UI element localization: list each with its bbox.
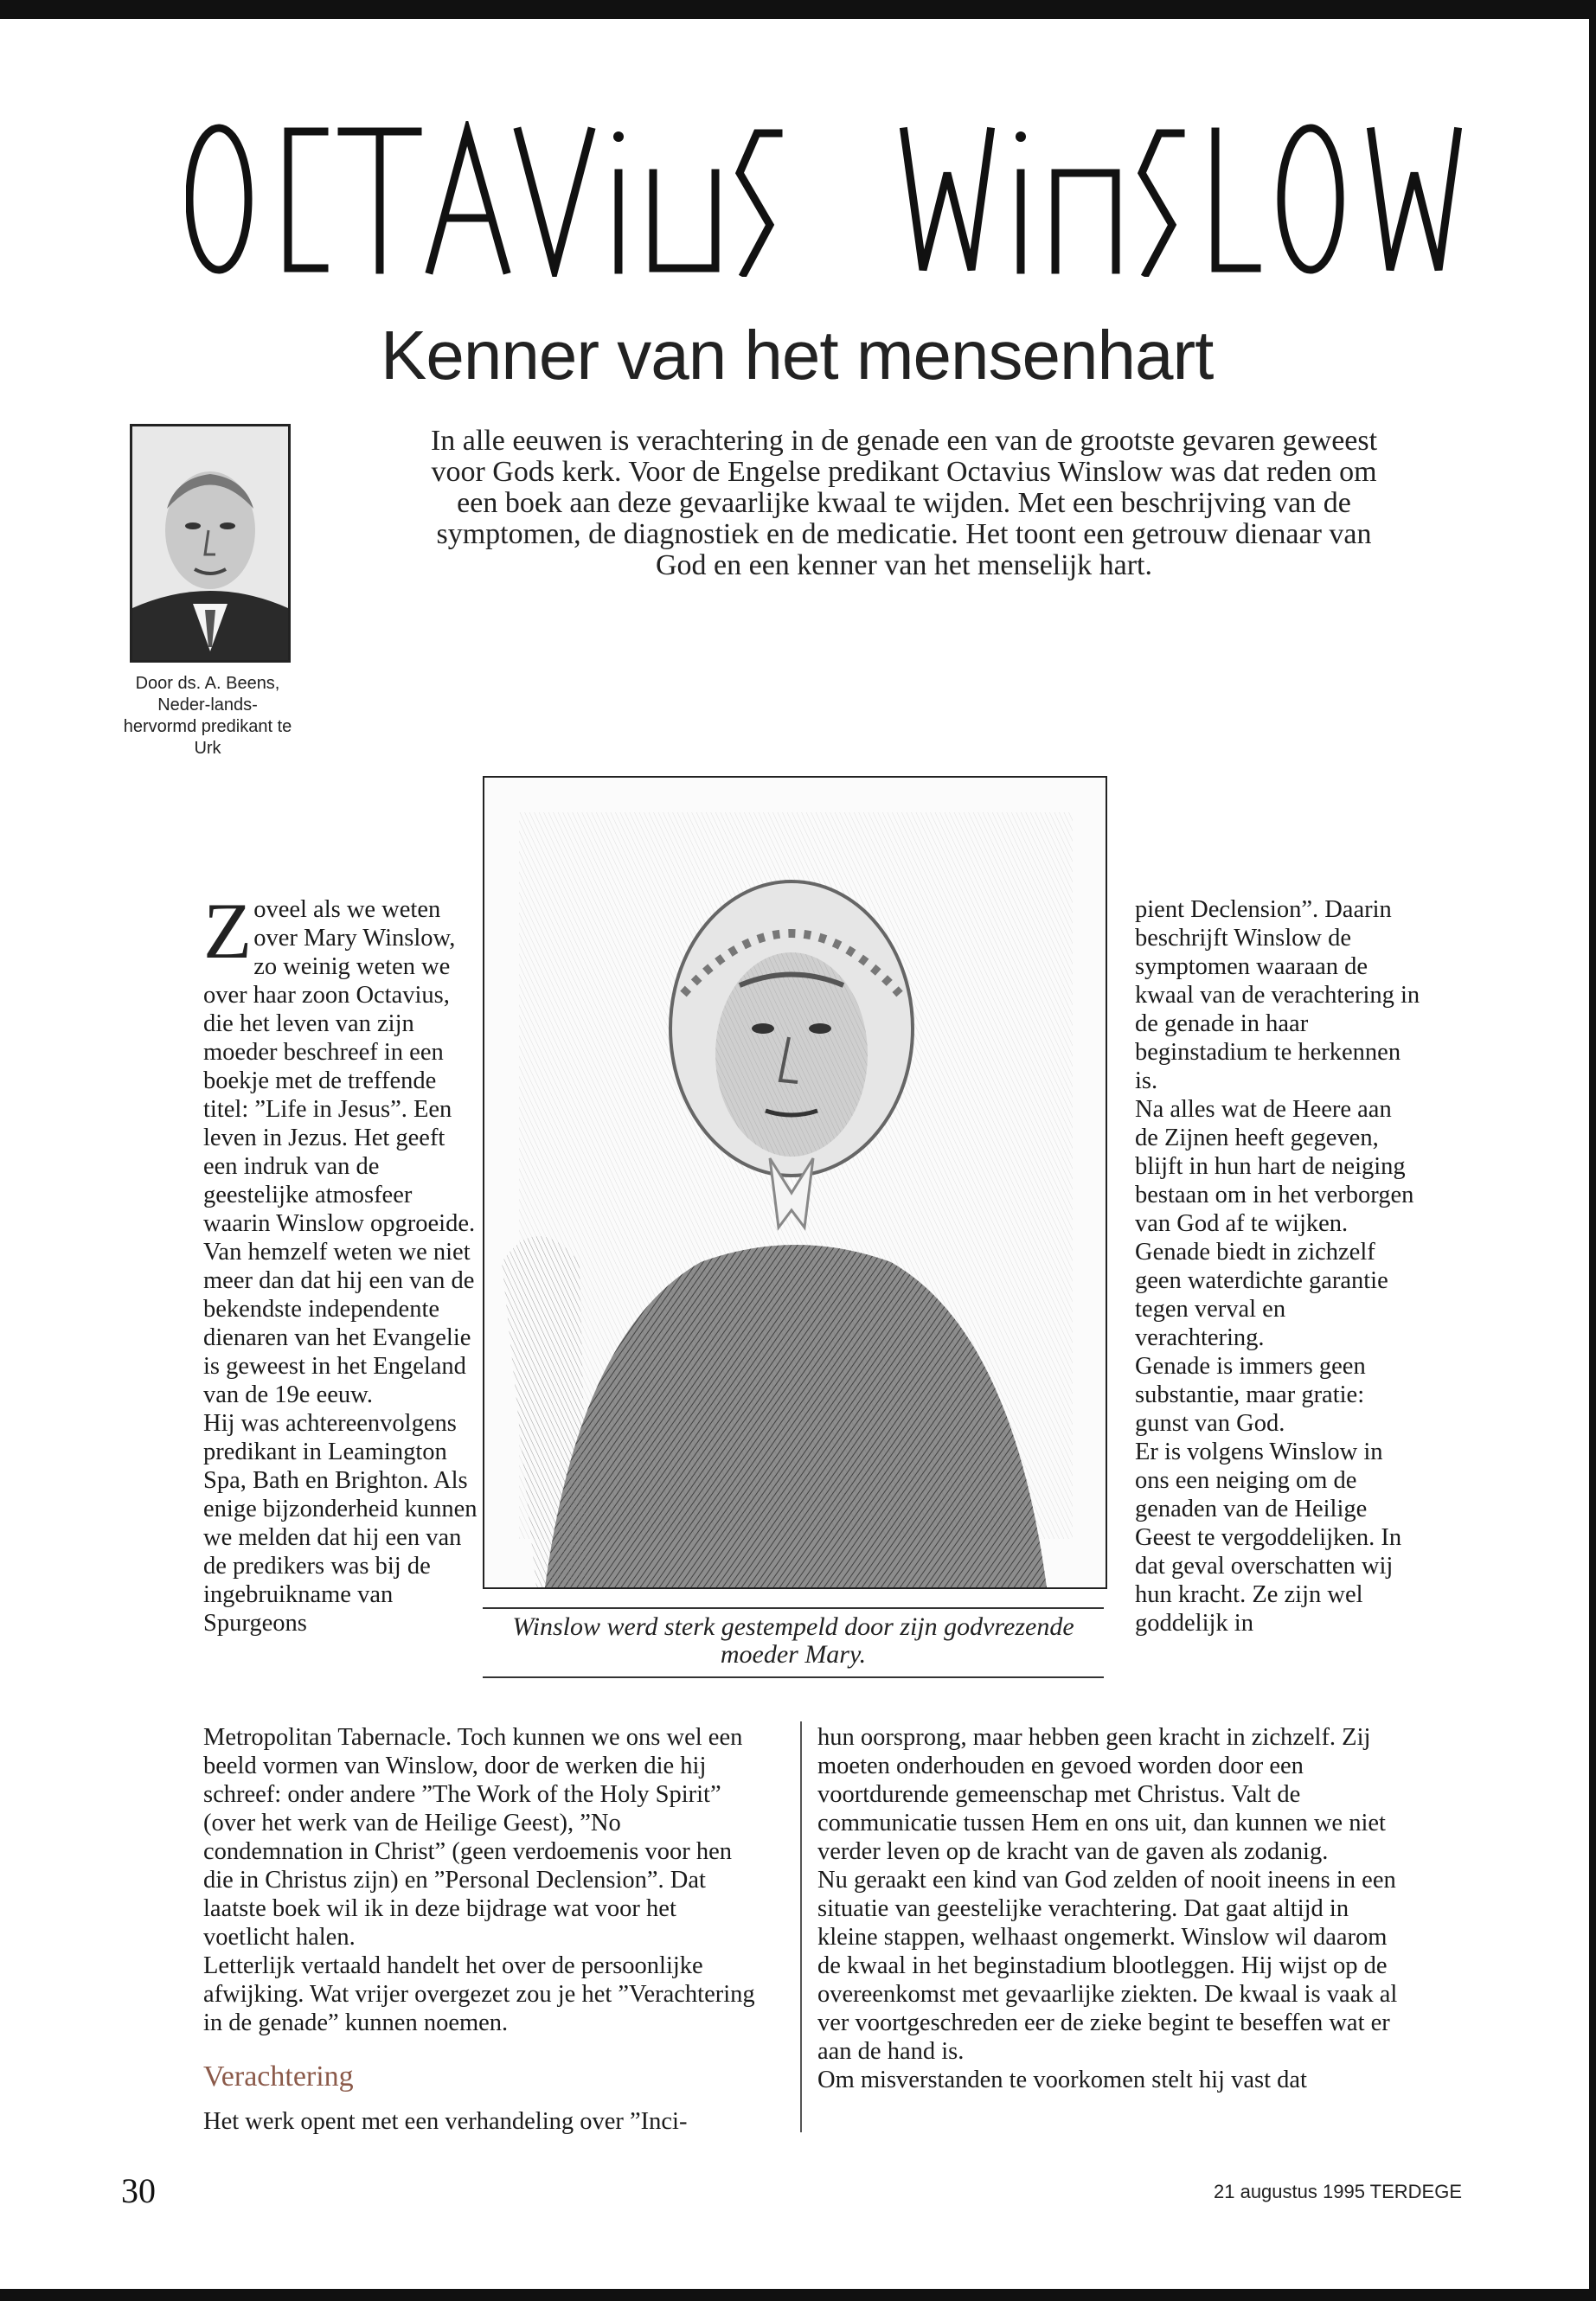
body-paragraph: Het werk opent met een verhandeling over ”Inci- <box>203 2108 688 2135</box>
column-divider <box>800 1721 802 2132</box>
opening-text: oveel als we weten over Mary Winslow, zo weinig weten we over haar zoon Octavius, die het leven van zijn moeder beschreef in een boekje met de treffende titel: ”Life in Jesus”. Een leven in Jezus. Het geeft een indruk van de geestelijke atmosfeer waarin Winslow opgroeide. <box>203 896 476 1237</box>
top-border <box>0 0 1596 19</box>
body-paragraph: hun oorsprong, maar hebben geen kracht in zichzelf. Zij moeten onderhouden en gevoed worden door een voortdurende gemeenschap met Christus. Valt de communicatie tussen Hem en ons uit, dan kunnen we niet verder leven op de kracht van de gaven als zodanig. <box>817 1724 1386 1865</box>
article-subtitle: Kenner van het mensenhart <box>381 317 1214 394</box>
section-heading: Verachtering <box>203 2061 354 2093</box>
caption-rule-top <box>483 1607 1104 1609</box>
author-photo <box>130 424 291 663</box>
page-number: 30 <box>121 2171 156 2210</box>
body-paragraph: Nu geraakt een kind van God zelden of nooit ineens in een situatie van geestelijke verachtering. Dat gaat altijd in kleine stappen, welhaast ongemerkt. Winslow wil daarom de kwaal in het beginstadium blootleggen. Hij wijst op de overeenkomst met gevaarlijke ziekten. De kwaal is vaak al ver voortgeschreden eer de zieke begint te beseffen wat er aan de hand is. <box>817 1867 1398 2065</box>
article-title <box>186 121 1466 277</box>
body-paragraph: Om misverstanden te voorkomen stelt hij vast dat <box>817 2067 1307 2093</box>
figure-caption: Winslow werd sterk gestempeld door zijn godvrezende moeder Mary. <box>512 1612 1074 1669</box>
body-column-right-upper <box>1135 895 1420 1638</box>
bottom-border <box>0 2289 1596 2301</box>
opening-paragraph <box>203 887 480 1238</box>
drop-cap: Z <box>203 887 253 975</box>
body-paragraph: Na alles wat de Heere aan de Zijnen heeft gegeven, blijft in hun hart de neiging bestaan om in het verborgen van God af te wijken. Genade biedt in zichzelf geen waterdichte garantie tegen verval en verachtering. <box>1135 1096 1414 1351</box>
title-lettering <box>186 121 1466 277</box>
caption-rule-bottom <box>483 1676 1104 1678</box>
engraving-figure <box>483 776 1107 1589</box>
author-portrait-image <box>132 426 288 660</box>
mary-winslow-engraving <box>484 778 1106 1587</box>
issue-footer: 21 augustus 1995 TERDEGE <box>1214 2181 1462 2202</box>
body-column-left-lower <box>203 1723 757 2037</box>
body-paragraph: Hij was achtereenvolgens predikant in Leamington Spa, Bath en Brighton. Als enige bijzonderheid kunnen we melden dat hij een van de predikers was bij de ingebruikname van Spurgeons <box>203 1410 478 1637</box>
article-intro: In alle eeuwen is verachtering in de genade een van de grootste gevaren geweest voor Gods kerk. Voor de Engelse predikant Octavius Winslow was dat reden om een boek aan deze gevaarlijke kwaal te wijden. Met een beschrijving van de symptomen, de diagnostiek en de medicatie. Het toont een getrouw dienaar van God en een kenner van het menselijk hart. <box>430 425 1378 581</box>
body-paragraph: pient Declension”. Daarin beschrijft Winslow de symptomen waaraan de kwaal van de verachtering in de genade in haar beginstadium te herkennen is. <box>1135 896 1420 1094</box>
body-paragraph: Er is volgens Winslow in ons een neiging om de genaden van de Heilige Geest te vergoddelijken. In dat geval overschatten wij hun kracht. Ze zijn wel goddelijk in <box>1135 1439 1402 1637</box>
body-paragraph: Letterlijk vertaald handelt het over de persoonlijke afwijking. Wat vrijer overgezet zou je het ”Verachtering in de genade” kunnen noemen. <box>203 1952 755 2036</box>
body-column-right-lower <box>817 1723 1401 2094</box>
body-paragraph: Van hemzelf weten we niet meer dan dat hij een van de bekendste independente dienaren van het Evangelie is geweest in het Engeland van de 19e eeuw. <box>203 1239 475 1408</box>
body-paragraph: Genade is immers geen substantie, maar gratie: gunst van God. <box>1135 1353 1366 1437</box>
author-byline: Door ds. A. Beens, Neder-lands-hervormd predikant te Urk <box>123 674 292 758</box>
body-paragraph: Metropolitan Tabernacle. Toch kunnen we ons wel een beeld vormen van Winslow, door de werken die hij schreef: onder andere ”The Work of the Holy Spirit” (over het werk van de Heilige Geest), ”No condemnation in Christ” (geen verdoemenis voor hen die in Christus zijn) en ”Personal Declension”. Dat laatste boek wil ik in deze bijdrage wat voor het voetlicht halen. <box>203 1724 743 1951</box>
body-column-left-upper <box>203 887 480 1638</box>
body-column-left-end <box>203 2107 757 2136</box>
right-border <box>1589 0 1596 2301</box>
